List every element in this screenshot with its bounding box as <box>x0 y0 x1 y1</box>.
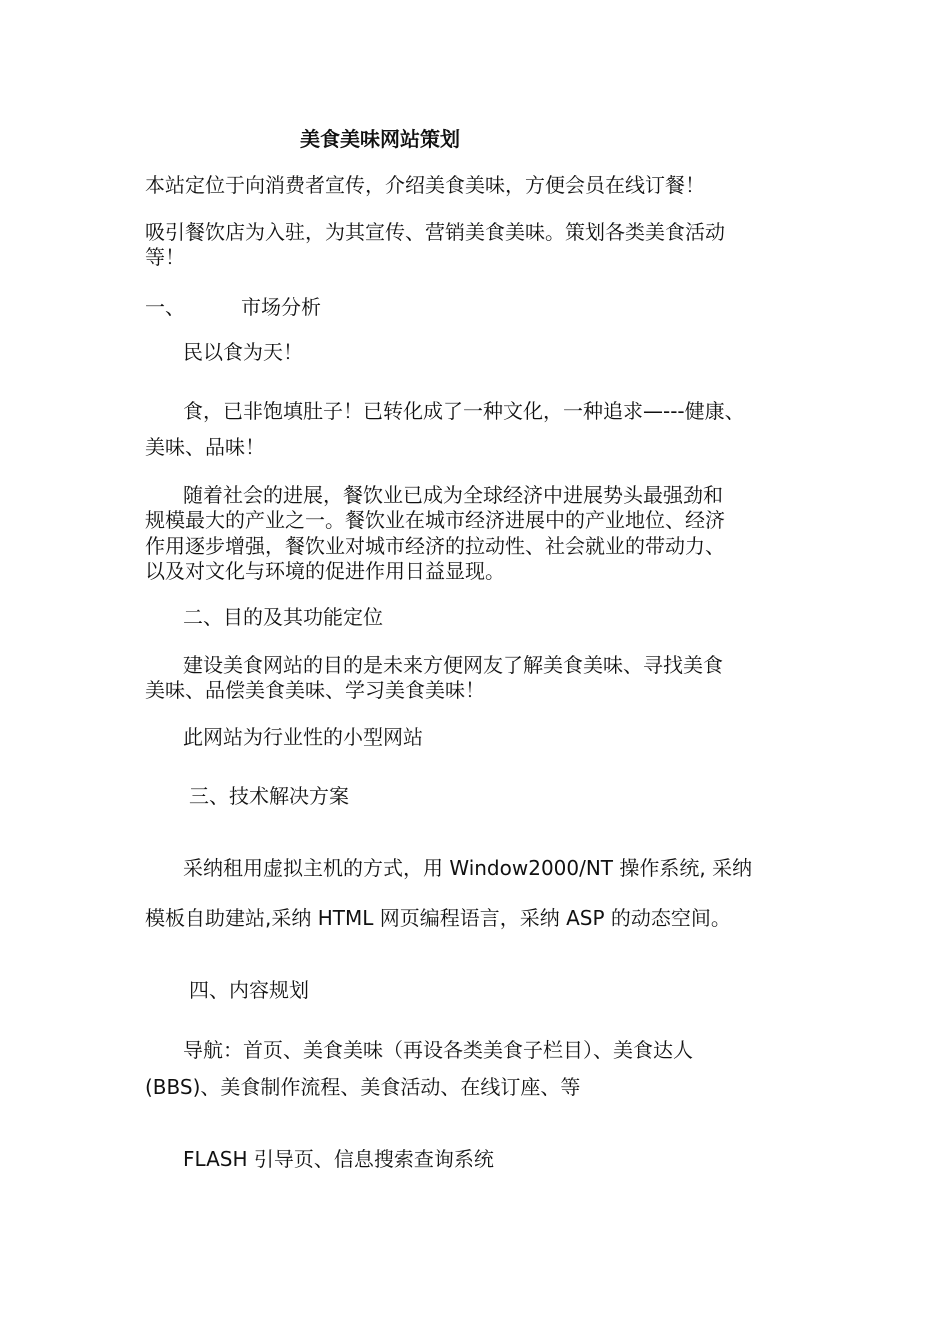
paragraph-tech-line-2: 模板自助建站,采纳 HTML 网页编程语言，采纳 ASP 的动态空间。 <box>145 906 731 930</box>
paragraph-nav-line-2: (BBS)、美食制作流程、美食活动、在线订座、等 <box>145 1075 581 1099</box>
paragraph-site-type: 此网站为行业性的小型网站 <box>183 725 423 749</box>
paragraph-society-line-3: 作用逐步增强，餐饮业对城市经济的拉动性、社会就业的带动力、 <box>145 534 725 558</box>
paragraph-society-line-1: 随着社会的进展，餐饮业已成为全球经济中进展势头最强劲和 <box>183 483 723 507</box>
paragraph-food-line-2: 美味、品味！ <box>145 435 265 459</box>
paragraph-goal-line-1: 建设美食网站的目的是未来方便网友了解美食美味、寻找美食 <box>183 653 723 677</box>
paragraph-society-line-4: 以及对文化与环境的促进作用日益显现。 <box>145 559 505 583</box>
paragraph-society-line-2: 规模最大的产业之一。餐饮业在城市经济进展中的产业地位、经济 <box>145 508 725 532</box>
paragraph-food-line-1: 食，已非饱填肚子！已转化成了一种文化，一种追求—---健康、 <box>183 399 745 423</box>
intro-paragraph-2-line-1: 吸引餐饮店为入驻，为其宣传、营销美食美味。策划各类美食活动 <box>145 220 725 244</box>
section-3-heading: 三、技术解决方案 <box>189 784 349 808</box>
paragraph-nav-line-1: 导航：首页、美食美味（再设各类美食子栏目）、美食达人 <box>183 1038 693 1062</box>
paragraph-min: 民以食为天！ <box>183 340 303 364</box>
section-4-heading: 四、内容规划 <box>189 978 309 1002</box>
intro-paragraph-2-line-2: 等！ <box>145 245 185 269</box>
section-1-heading: 市场分析 <box>241 295 321 319</box>
paragraph-goal-line-2: 美味、品偿美食美味、学习美食美味！ <box>145 678 485 702</box>
section-2-heading: 二、目的及其功能定位 <box>183 605 383 629</box>
paragraph-tech-line-1: 采纳租用虚拟主机的方式，用 Window2000/NT 操作系统, 采纳 <box>183 856 753 880</box>
document-title: 美食美味网站策划 <box>300 127 460 151</box>
section-1-number: 一、 <box>145 295 185 319</box>
intro-paragraph: 本站定位于向消费者宣传，介绍美食美味，方便会员在线订餐！ <box>145 173 705 197</box>
paragraph-flash: FLASH 引导页、信息搜索查询系统 <box>183 1147 494 1171</box>
